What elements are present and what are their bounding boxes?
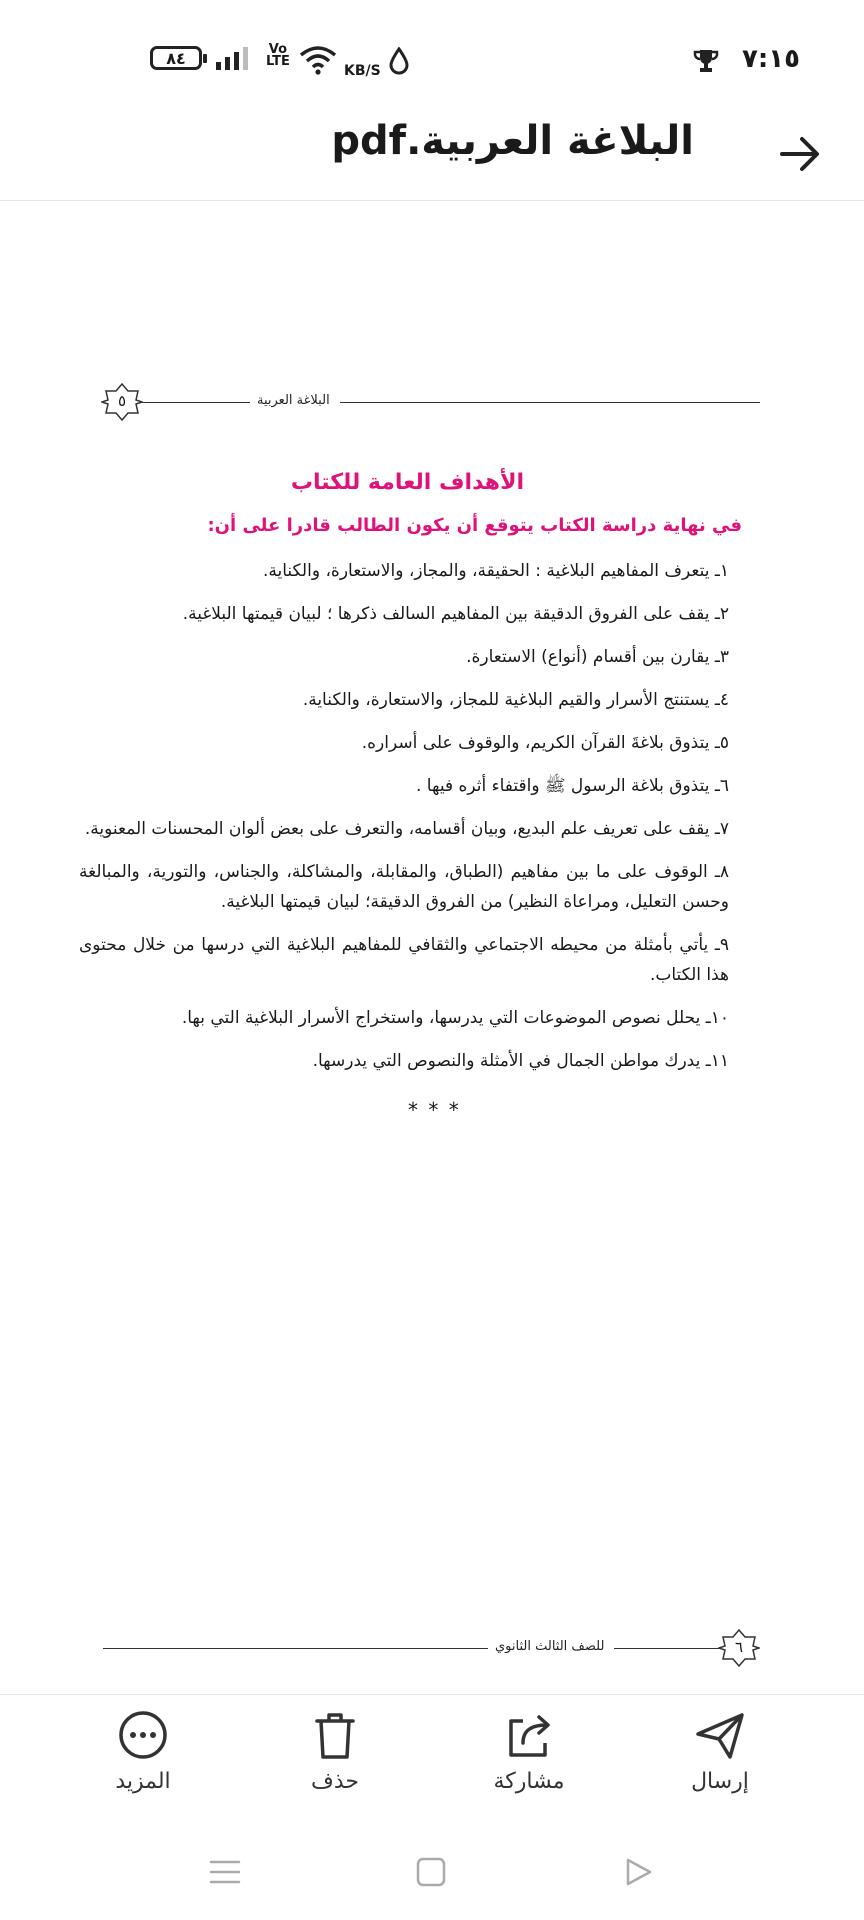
- page-number-bottom: ٦: [734, 1638, 744, 1656]
- signal-icon: [216, 44, 248, 70]
- data-saver-icon: [388, 44, 410, 78]
- wifi-icon: [298, 42, 338, 76]
- document-title: البلاغة العربية.pdf: [331, 118, 694, 164]
- objective-item: ٩ـ يأتي بأمثلة من محيطه الاجتماعي والثقافي للمفاهيم البلاغية التي درسها من خلال محتوى هذا الكتاب.: [79, 935, 729, 985]
- network-speed: KB/S: [344, 63, 381, 79]
- footer-rule-left: [103, 1648, 488, 1649]
- page-number-badge-top: [101, 383, 143, 425]
- home-icon[interactable]: [411, 1852, 451, 1896]
- back-triangle-icon[interactable]: [618, 1852, 658, 1896]
- send-icon: [692, 1707, 748, 1763]
- app-header: [0, 110, 864, 201]
- delete-button[interactable]: [270, 1707, 400, 1794]
- objectives-list: [79, 556, 729, 1089]
- clock: ٧:١٥: [741, 44, 800, 74]
- menu-icon[interactable]: [205, 1852, 245, 1896]
- more-icon: [115, 1707, 171, 1763]
- objective-item: ١ـ يتعرف المفاهيم البلاغية : الحقيقة، والمجاز، والاستعارة، والكناية.: [262, 561, 729, 581]
- battery-level: ٨٤: [166, 48, 186, 68]
- header-rule-left: [142, 402, 250, 403]
- objective-item: ٥ـ يتذوق بلاغةَ القرآن الكريم، والوقوف على أسراره.: [361, 733, 729, 753]
- header-rule-right: [340, 402, 760, 403]
- trophy-icon: [692, 44, 720, 78]
- page-number-badge-bottom: [718, 1629, 760, 1671]
- objective-item: ٣ـ يقارن بين أقسام (أنواع) الاستعارة.: [466, 647, 729, 667]
- send-label: إرسال: [691, 1769, 749, 1794]
- objective-item: ٦ـ يتذوق بلاغة الرسول ﷺ واقتفاء أثره فيها .: [416, 776, 729, 796]
- share-button[interactable]: [464, 1707, 594, 1794]
- status-bar: [0, 0, 864, 110]
- trash-icon: [307, 1707, 363, 1763]
- objective-item: ١١ـ يدرك مواطن الجمال في الأمثلة والنصوص التي يدرسها.: [312, 1051, 729, 1071]
- delete-label: حذف: [311, 1769, 359, 1794]
- send-button[interactable]: [655, 1707, 785, 1794]
- objective-item: ٤ـ يستنتج الأسرار والقيم البلاغية للمجاز، والاستعارة، والكناية.: [302, 690, 729, 710]
- objectives-intro: في نهاية دراسة الكتاب يتوقع أن يكون الطالب قادرا على أن:: [207, 515, 742, 536]
- footer-rule-right: [614, 1648, 722, 1649]
- battery-indicator: [150, 46, 202, 70]
- page-number-top: ٥: [117, 392, 127, 410]
- share-icon: [501, 1707, 557, 1763]
- volte-icon: Vo LTE: [266, 42, 290, 69]
- objectives-heading: الأهداف العامة للكتاب: [290, 470, 524, 495]
- more-label: المزيد: [115, 1769, 171, 1794]
- more-button[interactable]: [78, 1707, 208, 1794]
- objective-item: ٢ـ يقف على الفروق الدقيقة بين المفاهيم السالف ذكرها ؛ لبيان قيمتها البلاغية.: [182, 604, 729, 624]
- share-label: مشاركة: [493, 1769, 565, 1794]
- back-arrow-icon[interactable]: [770, 124, 830, 184]
- system-nav-bar: [0, 1834, 864, 1920]
- section-separator: * * *: [408, 1098, 461, 1122]
- objective-item: ٨ـ الوقوف على ما بين مفاهيم (الطباق، والمقابلة، والمشاكلة، والجناس، والتورية، والمبالغة وحسن التعليل، ومراعاة النظير) من الفروق الدقيقة؛ لبيان قيمتها البلاغية.: [79, 862, 729, 912]
- running-title-top: البلاغة العربية: [257, 393, 330, 408]
- running-title-bottom: للصف الثالث الثانوي: [495, 1639, 605, 1654]
- action-bar: [0, 1694, 864, 1835]
- objective-item: ٧ـ يقف على تعريف علم البديع، وبيان أقسامه، والتعرف على بعض ألوان المحسنات المعنوية.: [84, 819, 729, 839]
- objective-item: ١٠ـ يحلل نصوص الموضوعات التي يدرسها، واستخراج الأسرار البلاغية التي بها.: [181, 1008, 729, 1028]
